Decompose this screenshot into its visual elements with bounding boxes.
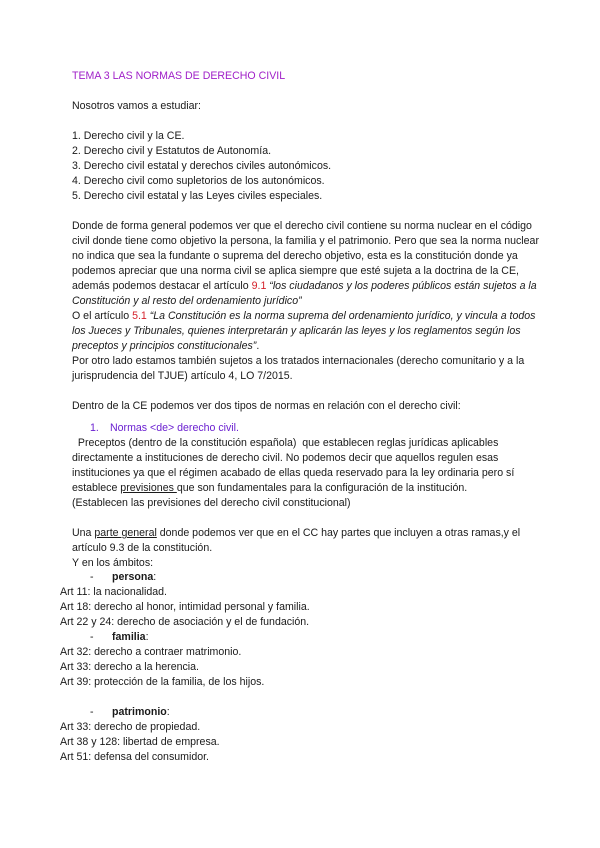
topic-item: 2. Derecho civil y Estatutos de Autonomía. [72,145,272,157]
paragraph-6: (Establecen las previsiones del derecho civil constitucional) [72,497,351,509]
paragraph-2-prefix: O el artículo [72,310,133,322]
section-heading-text: Normas <de> derecho civil. [110,422,239,434]
paragraph-4: Dentro de la CE podemos ver dos tipos de normas en relación con el derecho civil: [72,400,461,412]
ambito-item: Art 32: derecho a contraer matrimonio. [60,646,242,658]
paragraph-7-text: donde podemos ver que en el CC hay partes que incluyen a otras ramas,y el artículo 9.3 de la constitución. [72,527,521,554]
page-title: TEMA 3 LAS NORMAS DE DERECHO CIVIL [72,70,286,82]
ambitos-list [60,570,542,765]
ambito-item: Art 39: protección de la familia, de los hijos. [60,676,265,688]
ambito-item: Art 51: defensa del consumidor. [60,751,209,763]
topic-item: 4. Derecho civil como supletorios de los autonómicos. [72,175,325,187]
article-ref-9-1: 9.1 [251,280,267,292]
underlined-parte-general: parte general [94,527,157,539]
ambito-heading-familia [90,630,542,645]
article-quote-5-1: “La Constitución es la norma suprema del ordenamiento jurídico, y vincula a todos los Jueces y Tribunales, quienes interpretarán y aplicarán las leyes y los reglamentos según los preceptos y principios constitucionales” [72,310,536,352]
section-heading [90,421,542,436]
dash-bullet: - [90,571,94,583]
topic-item: 5. Derecho civil estatal y las Leyes civiles especiales. [72,190,323,202]
paragraph-1-text: Donde de forma general podemos ver que el derecho civil contiene su norma nuclear en el código civil donde tiene como objetivo la persona, la familia y el patrimonio. Pero que sea la norma nuclear no indica que sea la fundante o suprema del derecho objetivo, esta es la constitución donde ya podemos apreciar que una norma civil se aplica siempre que esté sujeta a la doctrina de la CE, además podemos destacar el artículo [72,220,539,292]
ambito-label: persona [112,571,154,583]
ambito-label: familia [112,631,146,643]
ambito-item: Art 33: derecho de propiedad. [60,721,201,733]
ambito-heading-persona [90,570,542,585]
ambito-item: Art 18: derecho al honor, intimidad personal y familia. [60,601,310,613]
colon: : [145,631,149,643]
article-ref-5-1: 5.1 [132,310,147,322]
colon: : [166,706,170,718]
article-quote-9-1: “los ciudadanos y los poderes públicos están sujetos a la Constitución y al resto del ordenamiento jurídico” [72,280,537,307]
ambito-label: patrimonio [112,706,167,718]
paragraph-5-text: Preceptos (dentro de la constitución española) que establecen reglas jurídicas aplicables directamente a instituciones de derecho civil. No podemos decir que aquellos regulen esas instituciones ya que el régimen acabado de ellas queda reservado para la ley ordinaria pero sí establece [72,437,518,494]
ambito-item: Art 11: la nacionalidad. [60,586,167,598]
paragraph-2-suffix: . [256,340,260,352]
colon: : [153,571,157,583]
document-page [72,69,542,571]
ambito-item: Art 22 y 24: derecho de asociación y el de fundación. [60,616,310,628]
paragraph-7-prefix: Una [72,527,95,539]
underlined-previsiones: previsiones [120,482,177,494]
paragraph-1 [72,219,542,309]
ambito-heading-patrimonio [90,705,542,720]
dash-bullet: - [90,631,94,643]
section-number: 1. [90,422,99,434]
paragraph-8: Y en los ámbitos: [72,557,154,569]
topic-item: 1. Derecho civil y la CE. [72,130,185,142]
paragraph-7 [72,526,542,556]
intro-text: Nosotros vamos a estudiar: [72,100,201,112]
paragraph-2 [72,309,542,354]
topic-item: 3. Derecho civil estatal y derechos civiles autonómicos. [72,160,332,172]
ambito-item: Art 38 y 128: libertad de empresa. [60,736,220,748]
paragraph-5 [72,436,542,496]
ambito-item: Art 33: derecho a la herencia. [60,661,199,673]
dash-bullet: - [90,706,94,718]
paragraph-3: Por otro lado estamos también sujetos a los tratados internacionales (derecho comunitario y a la jurisprudencia del TJUE) artículo 4, LO 7/2015. [72,355,525,382]
paragraph-5-text-after: que son fundamentales para la configuración de la institución. [176,482,468,494]
